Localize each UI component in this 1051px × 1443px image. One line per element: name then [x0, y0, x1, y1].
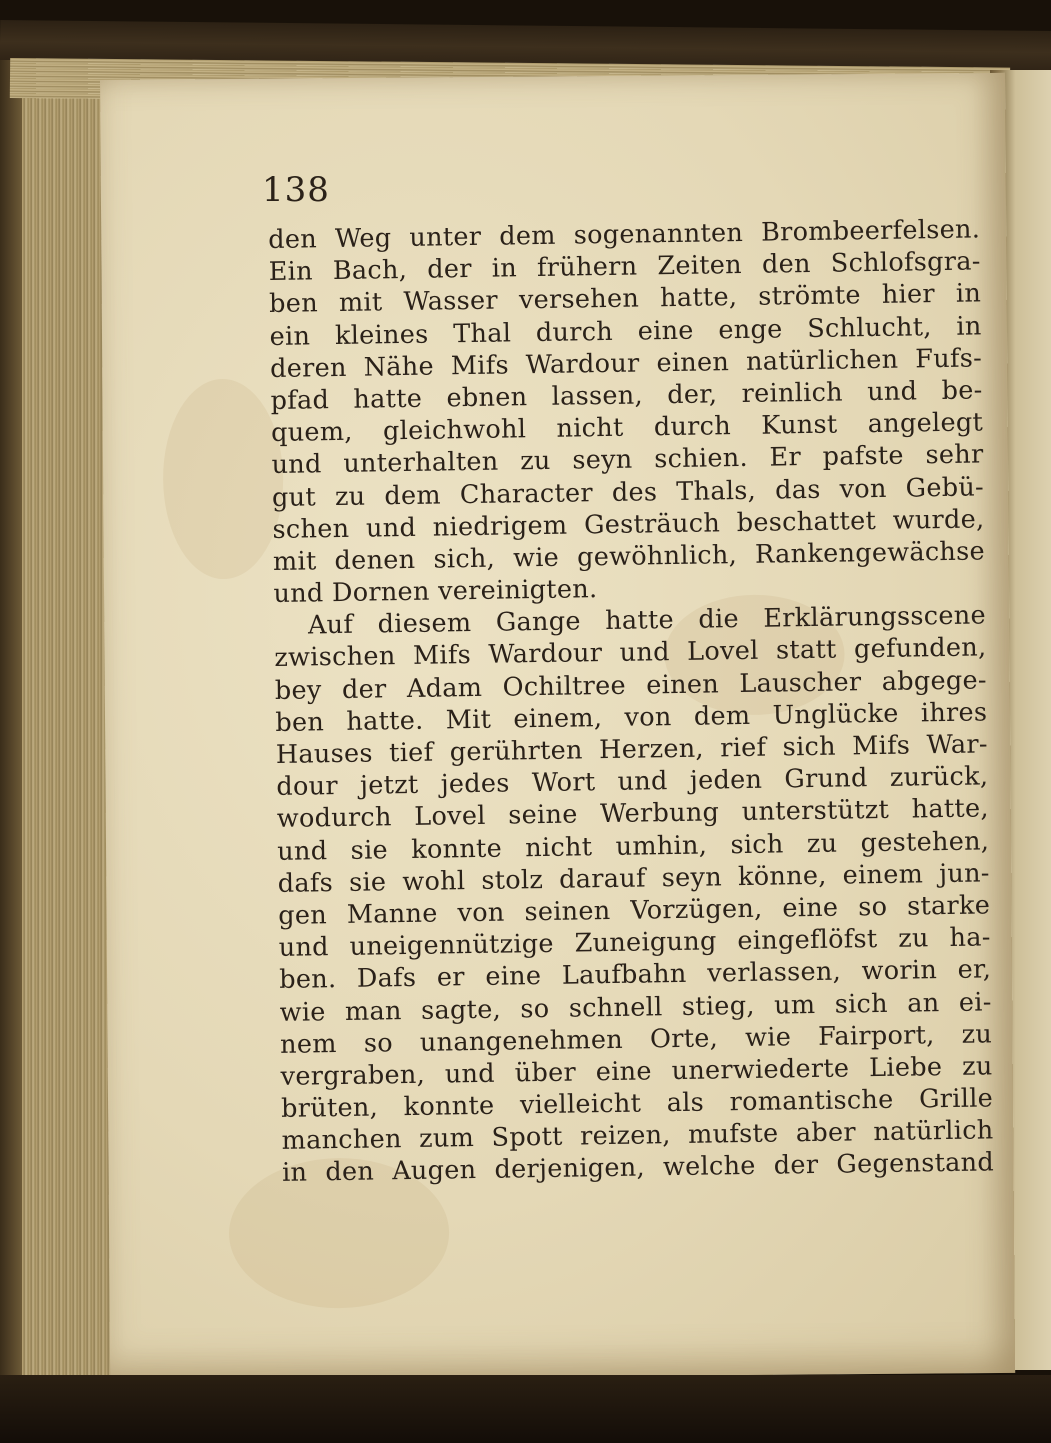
text-line: Hauses tief gerührten Herzen, rief sich Mifs War- — [275, 729, 989, 770]
binding-left — [0, 60, 22, 1380]
text-line: gen Manne von seinen Vorzügen, eine so starke — [278, 890, 991, 931]
paragraph-start-line: Auf diesem Gange hatte die Erklärungsscene — [307, 600, 987, 641]
text-line: gut zu dem Character des Thals, das von Gebü- — [271, 471, 985, 513]
paragraph-end-line: und Dornen vereinigten. — [273, 574, 598, 610]
text-line: dafs sie wohl stolz darauf seyn könne, einem jun- — [277, 858, 990, 899]
text-line: wie man sagte, so schnell stieg, um sich an ei- — [279, 986, 992, 1028]
text-line: zwischen Mifs Wardour und Lovel statt gefunden, — [274, 632, 987, 674]
text-line: quem, gleichwohl nicht durch Kunst angelegt — [270, 407, 984, 449]
page-stain — [162, 379, 284, 580]
text-line: mit denen sich, wie gewöhnlich, Rankengewächse — [272, 536, 986, 577]
text-line: dour jetzt jedes Wort und jeden Grund zurück, — [276, 761, 989, 803]
text-line: deren Nähe Mifs Wardour einen natürlichen Fufs- — [269, 343, 983, 384]
text-line: ben hatte. Mit einem, von dem Unglücke ihres — [275, 697, 988, 738]
text-line: vergraben, und über eine unerwiederte Liebe zu — [280, 1051, 993, 1092]
text-line: in den Augen derjenigen, welche der Gegenstand — [281, 1147, 995, 1189]
text-line: pfad hatte ebnen lassen, der, reinlich und be- — [270, 375, 983, 416]
text-line: ein kleines Thal durch eine enge Schlucht, in — [269, 310, 982, 352]
text-line: Ein Bach, der in frühern Zeiten den Schlofsgra- — [268, 246, 981, 288]
text-line: und sie konnte nicht umhin, sich zu gestehen, — [277, 825, 990, 867]
text-line: den Weg unter dem sogenannten Brombeerfelsen. — [268, 214, 981, 255]
text-line: wodurch Lovel seine Werbung unterstützt hatte, — [276, 793, 989, 835]
text-line: nem so unangenehmen Orte, wie Fairport, zu — [279, 1019, 993, 1060]
text-line: und uneigennützige Zuneigung eingeflöfst zu ha- — [278, 922, 991, 964]
body-text — [268, 213, 994, 1189]
book-cover-bottom — [0, 1375, 1051, 1443]
text-line: bey der Adam Ochiltree einen Lauscher abgege- — [274, 665, 988, 706]
text-line: ben. Dafs er eine Laufbahn verlassen, worin er, — [278, 954, 992, 996]
text-line: brüten, konnte vielleicht als romantische Grille — [280, 1083, 994, 1124]
page-number: 138 — [262, 170, 330, 210]
text-line: und unterhalten zu seyn schien. Er pafste sehr — [271, 439, 984, 481]
text-line: ben mit Wasser versehen hatte, strömte hier in — [268, 278, 982, 320]
text-line: manchen zum Spott reizen, mufste aber natürlich — [281, 1115, 994, 1157]
text-line: schen und niedrigem Gesträuch beschattet wurde, — [272, 504, 985, 545]
